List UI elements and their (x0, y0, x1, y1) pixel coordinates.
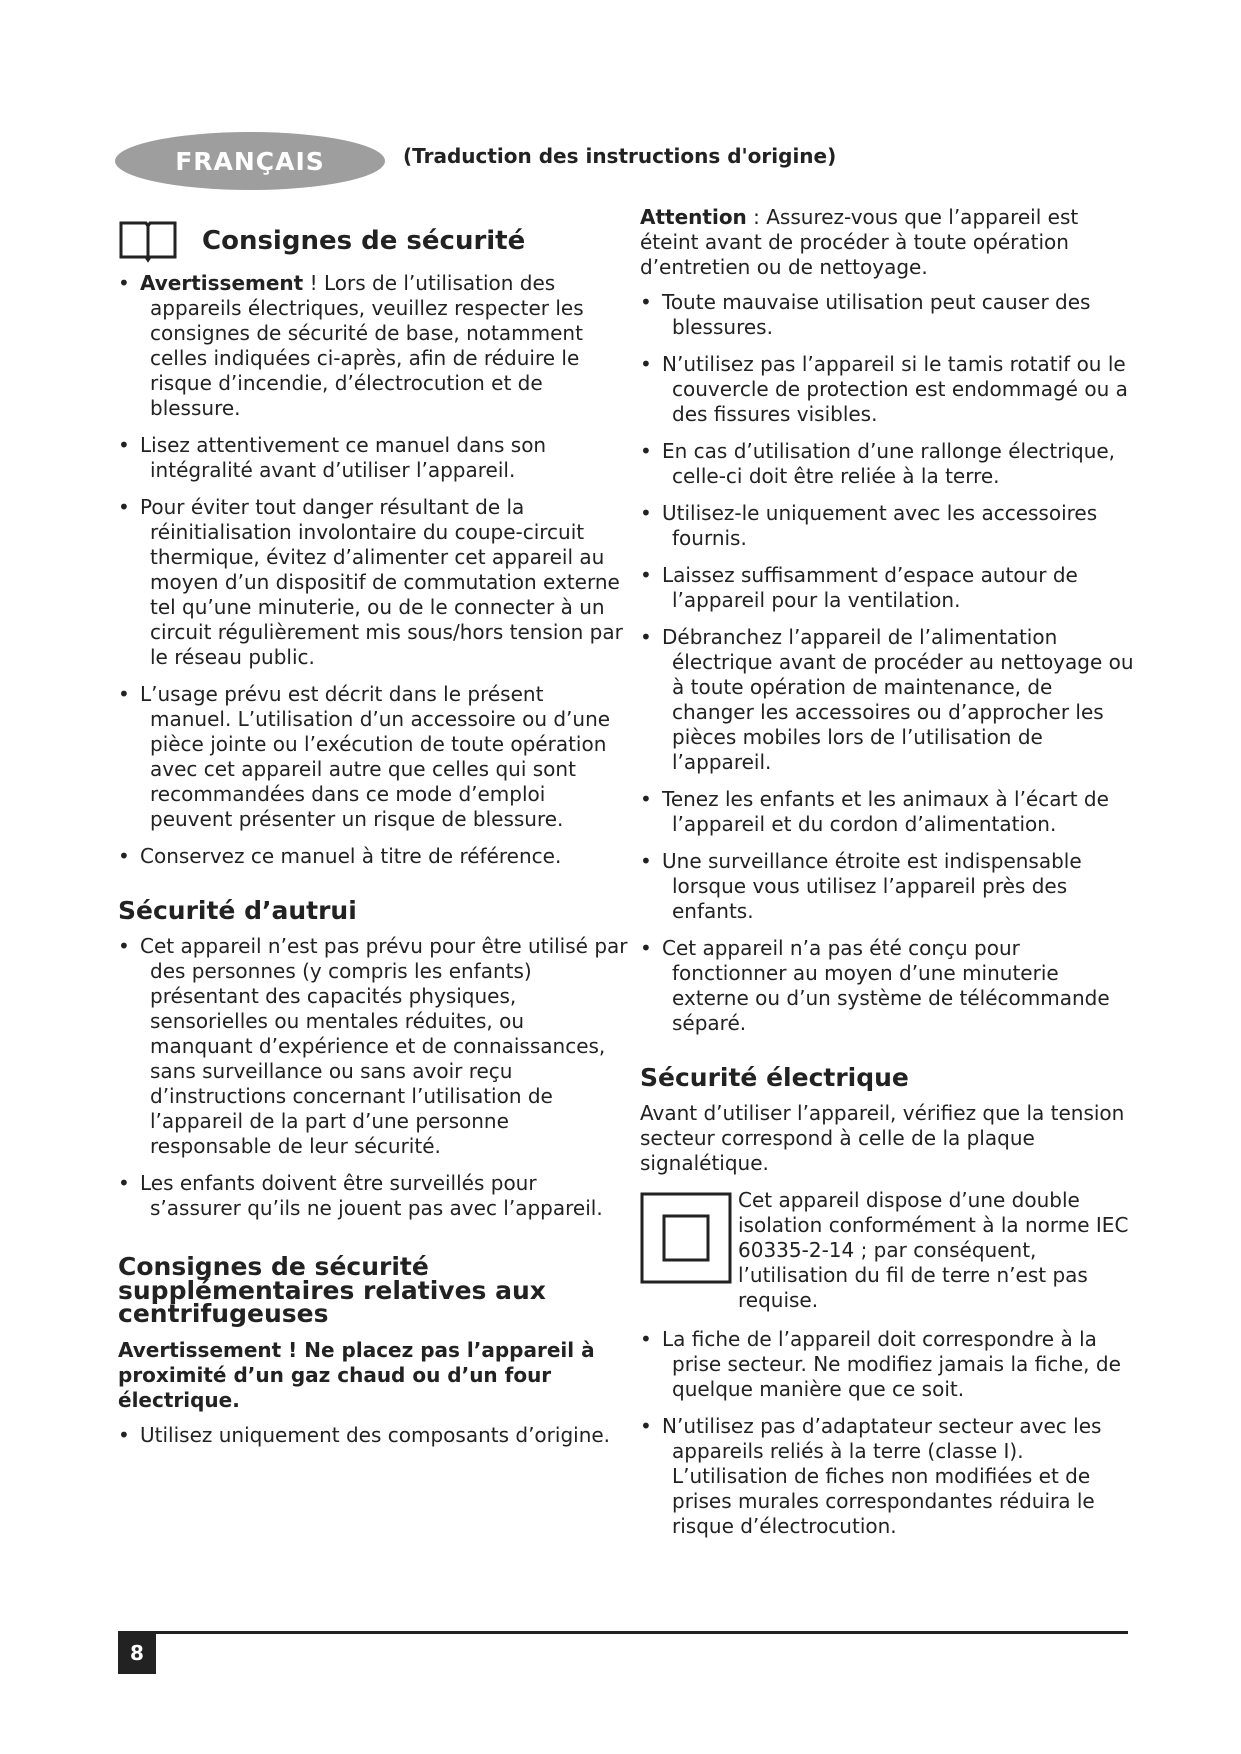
others-safety-list (118, 934, 628, 1221)
list-item: • N’utilisez pas l’appareil si le tamis rotatif ou le couvercle de protection est endommagé ou a des fissures visibles. (640, 352, 1135, 427)
list-item: • Utilisez-le uniquement avec les accessoires fournis. (640, 501, 1135, 551)
list-item: • Cet appareil n’est pas prévu pour être utilisé par des personnes (y compris les enfants) présentant des capacités physiques, sensorielles ou mentales réduites, ou manquant d’expérience et de connaissances, sans surveillance ou sans avoir reçu d’instructions concernant l’utilisation de l’appareil de la part d’une personne responsable de leur sécurité. (118, 934, 628, 1159)
list-item: • Pour éviter tout danger résultant de la réinitialisation involontaire du coupe-circuit thermique, évitez d’alimenter cet appareil au moyen d’un dispositif de commutation externe tel qu’une minuterie, ou de le connecter à un circuit régulièrement mis sous/hors tension par le réseau public. (118, 495, 628, 670)
language-label: FRANÇAIS (175, 146, 325, 176)
double-insulation-row (640, 1188, 1135, 1313)
page-number-badge (118, 1632, 156, 1674)
list-item: • Une surveillance étroite est indispensable lorsque vous utilisez l’appareil près des enfants. (640, 849, 1135, 924)
right-column (640, 205, 1135, 1551)
attention-lead: Attention (640, 205, 747, 229)
electric-list (640, 1327, 1135, 1539)
list-item: • Débranchez l’appareil de l’alimentation électrique avant de procéder au nettoyage ou à toute opération de maintenance, de changer les accessoires ou d’approcher les pièces mobiles lors de l’utilisation de l’appareil. (640, 625, 1135, 775)
translation-note: (Traduction des instructions d'origine) (403, 144, 837, 168)
safety-heading-row (118, 219, 628, 263)
list-item (118, 271, 628, 421)
page-number: 8 (130, 1641, 144, 1665)
centrifuge-list (118, 1423, 628, 1448)
safety-title: Consignes de sécurité (202, 226, 526, 256)
book-icon (118, 219, 178, 263)
list-item-text: ! Lors de l’utilisation des appareils électriques, veuillez respecter les consignes de sécurité de base, notamment celles indiquées ci-après, afin de réduire le risque d’incendie, d’électrocution et de blessure. (150, 271, 584, 420)
left-column (118, 205, 628, 1460)
list-item: • Utilisez uniquement des composants d’origine. (118, 1423, 628, 1448)
maintenance-list (640, 290, 1135, 1036)
list-item: • N’utilisez pas d’adaptateur secteur avec les appareils reliés à la terre (classe I). L’utilisation de fiches non modifiées et de prises murales correspondantes réduira le risque d’électrocution. (640, 1414, 1135, 1539)
double-insulation-icon (640, 1192, 732, 1284)
footer-rule (118, 1631, 1128, 1634)
centrifuge-warning: Avertissement ! Ne placez pas l’appareil à proximité d’un gaz chaud ou d’un four électrique. (118, 1338, 595, 1412)
list-item: • En cas d’utilisation d’une rallonge électrique, celle-ci doit être reliée à la terre. (640, 439, 1135, 489)
safety-list (118, 271, 628, 869)
language-badge (115, 132, 385, 190)
list-item: • L’usage prévu est décrit dans le présent manuel. L’utilisation d’un accessoire ou d’une pièce jointe ou l’exécution de toute opération avec cet appareil autre que celles qui sont recommandées dans ce mode d’emploi peuvent présenter un risque de blessure. (118, 682, 628, 832)
list-item: • Les enfants doivent être surveillés pour s’assurer qu’ils ne jouent pas avec l’appareil. (118, 1171, 628, 1221)
warning-lead: Avertissement (140, 271, 304, 295)
list-item: • Toute mauvaise utilisation peut causer des blessures. (640, 290, 1135, 340)
list-item: • Lisez attentivement ce manuel dans son intégralité avant d’utiliser l’appareil. (118, 433, 628, 483)
list-item: • Conservez ce manuel à titre de référence. (118, 844, 628, 869)
others-safety-title: Sécurité d’autrui (118, 896, 357, 925)
attention-text: : Assurez-vous que l’appareil est éteint avant de procéder à toute opération d’entretien ou de nettoyage. (640, 205, 1079, 279)
list-item: • Tenez les enfants et les animaux à l’écart de l’appareil et du cordon d’alimentation. (640, 787, 1135, 837)
centrifuge-safety-title: Consignes de sécurité supplémentaires relatives aux centrifugeuses (118, 1251, 546, 1329)
electric-intro: Avant d’utiliser l’appareil, vérifiez que la tension secteur correspond à celle de la plaque signalétique. (640, 1100, 1125, 1175)
list-item: • Cet appareil n’a pas été conçu pour fonctionner au moyen d’une minuterie externe ou d’un système de télécommande séparé. (640, 936, 1135, 1036)
electric-safety-title: Sécurité électrique (640, 1063, 909, 1092)
double-insulation-text: Cet appareil dispose d’une double isolation conformément à la norme IEC 60335-2-14 ; par conséquent, l’utilisation du fil de terre n’est pas requise. (738, 1187, 1129, 1312)
list-item: • La fiche de l’appareil doit correspondre à la prise secteur. Ne modifiez jamais la fiche, de quelque manière que ce soit. (640, 1327, 1135, 1402)
list-item: • Laissez suffisamment d’espace autour de l’appareil pour la ventilation. (640, 563, 1135, 613)
attention-paragraph (640, 205, 1135, 280)
